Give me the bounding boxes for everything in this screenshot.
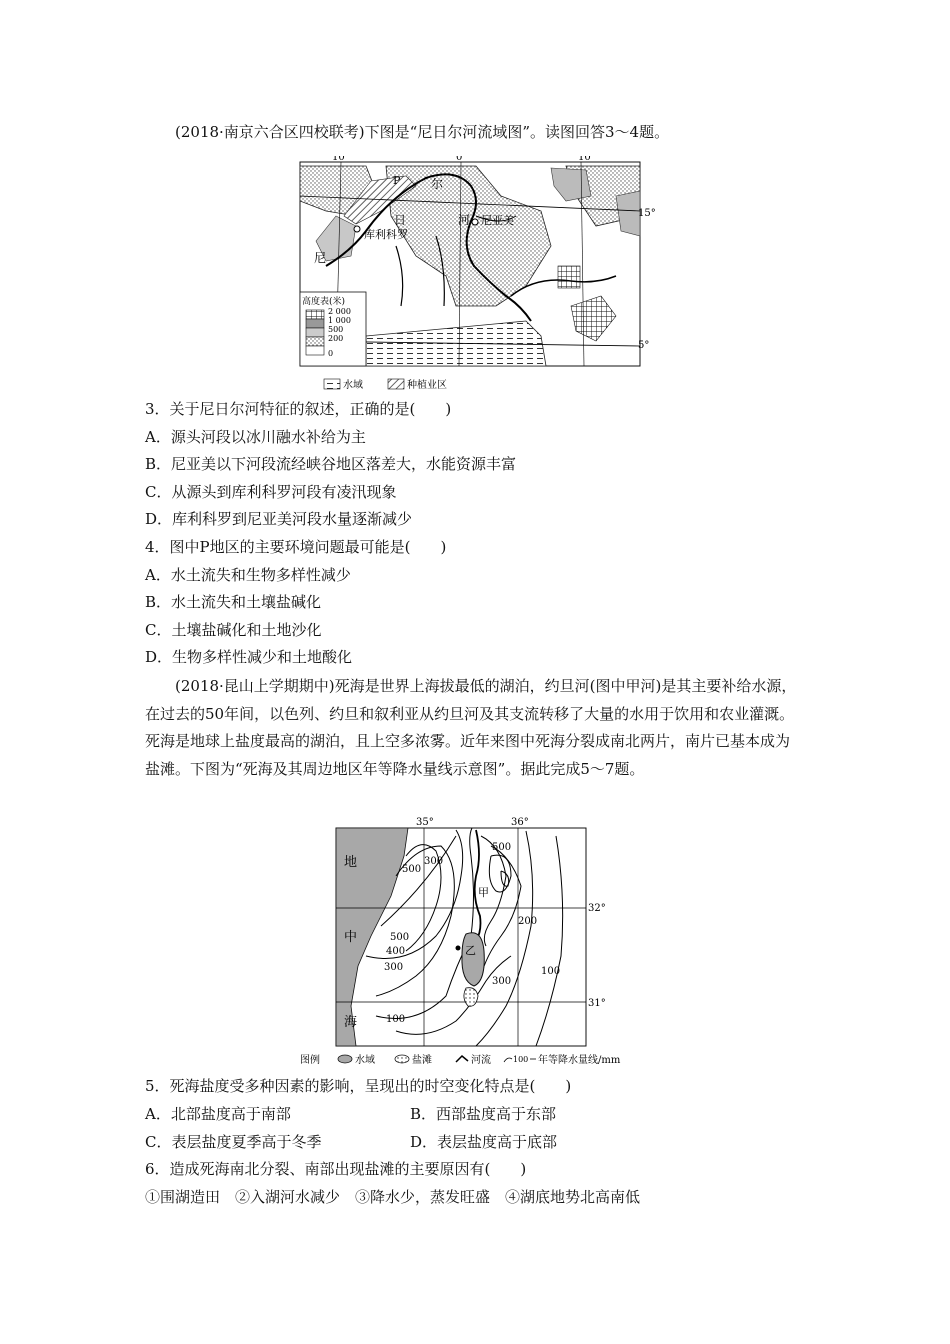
sea-char-hai: 海 (344, 1015, 358, 1030)
he-label: 河 (458, 213, 471, 227)
lat-label-5: 5° (638, 340, 650, 351)
svg-text:0: 0 (328, 349, 334, 358)
intro-passage-1: (2018·南京六合区四校联考)下图是“尼日尔河流域图”。读图回答3～4题。 (175, 123, 670, 141)
ri-label: 日 (394, 213, 407, 227)
svg-text:图例: 图例 (300, 1055, 320, 1066)
sea-char-di: 地 (344, 855, 358, 870)
contour-label: 500 (402, 864, 422, 875)
q3-option-b: B．尼亚美以下河段流经峡谷地区落差大，水能资源丰富 (145, 455, 517, 473)
q5-option-b: B．西部盐度高于东部 (410, 1105, 557, 1123)
q6-options: ①围湖造田 ②入湖河水减少 ③降水少，蒸发旺盛 ④湖底地势北高南低 (145, 1188, 641, 1206)
q3-option-c: C．从源头到库利科罗河段有凌汛现象 (145, 483, 397, 501)
legend-title: 高度表(米) (302, 297, 346, 307)
lon-label-35: 35° (416, 817, 434, 828)
svg-text:1 000: 1 000 (328, 316, 351, 325)
legend-plantation: 种植业区 (407, 380, 447, 391)
dead-sea-map (296, 816, 656, 1072)
q5-stem: 5．死海盐度受多种因素的影响，呈现出的时空变化特点是( ) (145, 1077, 572, 1095)
q5-option-a: A．北部盐度高于南部 (145, 1105, 291, 1123)
svg-text:河流: 河流 (471, 1055, 491, 1066)
lat-label-31: 31° (588, 998, 606, 1009)
lon-label-10e: 10° (578, 156, 596, 163)
svg-text:盐滩: 盐滩 (412, 1055, 432, 1066)
contour-label: 300 (424, 856, 444, 867)
svg-text:2 000: 2 000 (328, 307, 351, 316)
lon-label-36: 36° (511, 817, 529, 828)
q4-option-b: B．水土流失和土壤盐碱化 (145, 593, 322, 611)
dead-sea-legend (300, 1053, 621, 1066)
q5-option-c: C．表层盐度夏季高于冬季 (145, 1133, 322, 1151)
er-label: 尔 (431, 177, 444, 191)
lon-label-10w: 10° (332, 156, 350, 163)
contour-label: 100 (386, 1014, 406, 1025)
q4-option-a: A．水土流失和生物多样性减少 (145, 566, 351, 584)
svg-text:水域: 水域 (355, 1055, 375, 1066)
ni-label: 尼 (314, 251, 327, 265)
lake-yi-label: 乙 (465, 944, 476, 957)
contour-label: 100 (541, 966, 561, 977)
svg-text:500: 500 (328, 325, 344, 334)
q3-option-a: A．源头河段以冰川融水补给为主 (145, 428, 366, 446)
p-label: P (393, 174, 401, 187)
svg-text:200: 200 (328, 334, 344, 343)
elevation-legend (300, 292, 366, 366)
contour-label: 500 (390, 932, 410, 943)
legend-water: 水域 (343, 380, 363, 391)
svg-text:100: 100 (513, 1055, 529, 1064)
niamey-label: 尼亚美 (481, 214, 514, 227)
q4-option-d: D．生物多样性减少和土地酸化 (145, 648, 353, 666)
contour-label: 300 (492, 976, 512, 987)
q6-stem: 6．造成死海南北分裂、南部出现盐滩的主要原因有( ) (145, 1160, 527, 1178)
koulikoro-label: 库利科罗 (364, 228, 408, 241)
contour-label: 300 (384, 962, 404, 973)
contour-label: 500 (492, 842, 512, 853)
q4-stem: 4．图中P地区的主要环境问题最可能是( ) (145, 538, 447, 556)
q5-option-d: D．表层盐度高于底部 (410, 1133, 558, 1151)
q3-stem: 3．关于尼日尔河特征的叙述，正确的是( ) (145, 400, 452, 418)
q4-option-c: C．土壤盐碱化和土地沙化 (145, 621, 322, 639)
river-jia-label: 甲 (478, 886, 489, 899)
contour-label: 200 (518, 916, 538, 927)
niger-river-map (296, 156, 656, 396)
intro-passage-2: (2018·昆山上学期期中)死海是世界上海拔最低的湖泊，约旦河(图中甲河)是其主要补给水源，在过去的50年间，以色列、约旦和叙利亚从约旦河及其支流转移了大量的水用于饮用和农业灌溉。死海是地球上盐度最高的湖泊，且上空多浓雾。近年来图中死海分裂成南北两片，南片已基本成为盐滩。下图为“死海及其周边地区年等降水量线示意图”。据此完成5～7题。 (145, 677, 797, 778)
contour-label: 400 (386, 946, 406, 957)
lon-label-0: 0° (456, 156, 468, 163)
sea-char-zhong: 中 (344, 930, 358, 945)
q3-option-d: D．库利科罗到尼亚美河段水量逐渐减少 (145, 510, 413, 528)
svg-text:年等降水量线/mm: 年等降水量线/mm (538, 1055, 621, 1066)
lat-label-15: 15° (638, 208, 656, 219)
lat-label-32: 32° (588, 903, 606, 914)
